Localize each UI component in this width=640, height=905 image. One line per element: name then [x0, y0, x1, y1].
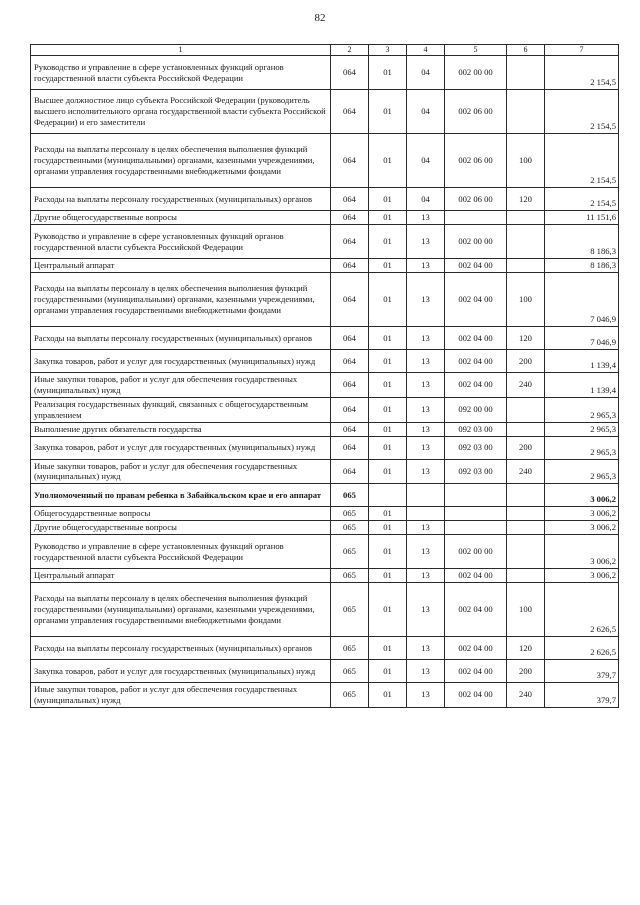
- row-amount-cell: 11 151,6: [545, 211, 619, 225]
- column-header: 7: [545, 45, 619, 56]
- row-ved-code-cell: 065: [331, 637, 369, 660]
- row-ved-code-cell: 064: [331, 349, 369, 372]
- row-expense-type-cell: [507, 259, 545, 273]
- column-header: 6: [507, 45, 545, 56]
- row-expense-type-cell: 240: [507, 683, 545, 708]
- row-amount-cell: 1 139,4: [545, 349, 619, 372]
- row-subsection-code-cell: 13: [407, 259, 445, 273]
- row-ved-code-cell: 065: [331, 583, 369, 637]
- row-subsection-code-cell: 04: [407, 56, 445, 90]
- row-subsection-code-cell: 13: [407, 372, 445, 397]
- row-ved-code-cell: 064: [331, 459, 369, 484]
- column-header: 1: [31, 45, 331, 56]
- row-amount-cell: 7 046,9: [545, 272, 619, 326]
- row-ved-code-cell: 065: [331, 569, 369, 583]
- row-target-article-cell: 002 04 00: [445, 372, 507, 397]
- row-expense-type-cell: [507, 569, 545, 583]
- table-row: [31, 211, 619, 225]
- row-section-code-cell: 01: [369, 372, 407, 397]
- row-ved-code-cell: 064: [331, 56, 369, 90]
- row-ved-code-cell: 065: [331, 507, 369, 521]
- row-subsection-code-cell: 13: [407, 349, 445, 372]
- column-header: 4: [407, 45, 445, 56]
- row-subsection-code-cell: 13: [407, 225, 445, 259]
- row-subsection-code-cell: 13: [407, 397, 445, 422]
- row-name-cell: Расходы на выплаты персоналу государственных (муниципальных) органов: [31, 637, 331, 660]
- row-name-cell: Иные закупки товаров, работ и услуг для обеспечения государственных (муниципальных) нужд: [31, 459, 331, 484]
- row-target-article-cell: 002 04 00: [445, 259, 507, 273]
- table-row: [31, 683, 619, 708]
- row-name-cell: Центральный аппарат: [31, 259, 331, 273]
- row-ved-code-cell: 064: [331, 436, 369, 459]
- row-name-cell: Другие общегосударственные вопросы: [31, 211, 331, 225]
- table-row: [31, 349, 619, 372]
- column-header: 2: [331, 45, 369, 56]
- table-row: [31, 436, 619, 459]
- row-section-code-cell: 01: [369, 535, 407, 569]
- row-ved-code-cell: 065: [331, 535, 369, 569]
- row-amount-cell: 3 006,2: [545, 507, 619, 521]
- table-row: [31, 225, 619, 259]
- row-target-article-cell: 002 00 00: [445, 225, 507, 259]
- table-row: [31, 272, 619, 326]
- row-subsection-code-cell: 13: [407, 459, 445, 484]
- row-name-cell: Расходы на выплаты персоналу в целях обеспечения выполнения функций государственными (муниципальными) органами, казенными учреждениями, органами управления государственными внебюджетными фондами: [31, 583, 331, 637]
- row-name-cell: Расходы на выплаты персоналу в целях обеспечения выполнения функций государственными (муниципальными) органами, казенными учреждениями, органами управления государственными внебюджетными фондами: [31, 134, 331, 188]
- row-ved-code-cell: 064: [331, 134, 369, 188]
- row-target-article-cell: [445, 507, 507, 521]
- table-row: [31, 397, 619, 422]
- row-expense-type-cell: 100: [507, 134, 545, 188]
- row-target-article-cell: 092 03 00: [445, 422, 507, 436]
- row-target-article-cell: 002 04 00: [445, 660, 507, 683]
- row-ved-code-cell: 065: [331, 521, 369, 535]
- row-subsection-code-cell: 13: [407, 660, 445, 683]
- row-expense-type-cell: [507, 56, 545, 90]
- row-amount-cell: 3 006,2: [545, 521, 619, 535]
- row-name-cell: Иные закупки товаров, работ и услуг для обеспечения государственных (муниципальных) нужд: [31, 683, 331, 708]
- row-target-article-cell: 002 00 00: [445, 56, 507, 90]
- row-ved-code-cell: 064: [331, 397, 369, 422]
- budget-table: [30, 44, 619, 708]
- header-row: [31, 45, 619, 56]
- table-row: [31, 259, 619, 273]
- row-section-code-cell: 01: [369, 422, 407, 436]
- row-section-code-cell: 01: [369, 521, 407, 535]
- row-name-cell: Расходы на выплаты персоналу в целях обеспечения выполнения функций государственными (муниципальными) органами, казенными учреждениями, органами управления государственными внебюджетными фондами: [31, 272, 331, 326]
- table-row: [31, 637, 619, 660]
- page-number: 82: [314, 12, 326, 24]
- row-ved-code-cell: 064: [331, 188, 369, 211]
- row-name-cell: Общегосударственные вопросы: [31, 507, 331, 521]
- row-amount-cell: 8 186,3: [545, 225, 619, 259]
- row-section-code-cell: 01: [369, 326, 407, 349]
- row-target-article-cell: 002 00 00: [445, 535, 507, 569]
- row-target-article-cell: 002 04 00: [445, 583, 507, 637]
- row-amount-cell: 3 006,2: [545, 535, 619, 569]
- table-row: [31, 188, 619, 211]
- row-amount-cell: 1 139,4: [545, 372, 619, 397]
- row-section-code-cell: 01: [369, 683, 407, 708]
- row-amount-cell: 2 154,5: [545, 188, 619, 211]
- row-subsection-code-cell: 13: [407, 326, 445, 349]
- row-amount-cell: 2 965,3: [545, 422, 619, 436]
- row-amount-cell: 2 154,5: [545, 56, 619, 90]
- row-amount-cell: 3 006,2: [545, 484, 619, 507]
- table-row: [31, 90, 619, 134]
- row-amount-cell: 2 154,5: [545, 90, 619, 134]
- row-section-code-cell: 01: [369, 211, 407, 225]
- row-expense-type-cell: 200: [507, 436, 545, 459]
- row-target-article-cell: 002 04 00: [445, 349, 507, 372]
- row-target-article-cell: 002 06 00: [445, 90, 507, 134]
- row-ved-code-cell: 065: [331, 660, 369, 683]
- row-name-cell: Расходы на выплаты персоналу государственных (муниципальных) органов: [31, 326, 331, 349]
- row-subsection-code-cell: [407, 507, 445, 521]
- row-name-cell: Закупка товаров, работ и услуг для государственных (муниципальных) нужд: [31, 436, 331, 459]
- row-section-code-cell: 01: [369, 90, 407, 134]
- row-amount-cell: 3 006,2: [545, 569, 619, 583]
- row-name-cell: Расходы на выплаты персоналу государственных (муниципальных) органов: [31, 188, 331, 211]
- row-name-cell: Выполнение других обязательств государства: [31, 422, 331, 436]
- row-subsection-code-cell: 13: [407, 637, 445, 660]
- row-target-article-cell: 092 03 00: [445, 436, 507, 459]
- row-ved-code-cell: 065: [331, 484, 369, 507]
- row-amount-cell: 379,7: [545, 683, 619, 708]
- row-expense-type-cell: 120: [507, 188, 545, 211]
- row-ved-code-cell: 064: [331, 372, 369, 397]
- row-amount-cell: 2 626,5: [545, 637, 619, 660]
- row-name-cell: Руководство и управление в сфере установленных функций органов государственной власти субъекта Российской Федерации: [31, 56, 331, 90]
- row-subsection-code-cell: [407, 484, 445, 507]
- table-row: [31, 521, 619, 535]
- row-subsection-code-cell: 13: [407, 436, 445, 459]
- row-expense-type-cell: 100: [507, 272, 545, 326]
- row-target-article-cell: 002 04 00: [445, 326, 507, 349]
- row-target-article-cell: 002 06 00: [445, 134, 507, 188]
- table-row: [31, 507, 619, 521]
- row-expense-type-cell: [507, 225, 545, 259]
- row-ved-code-cell: 064: [331, 90, 369, 134]
- row-section-code-cell: 01: [369, 583, 407, 637]
- row-amount-cell: 2 965,3: [545, 397, 619, 422]
- row-expense-type-cell: [507, 397, 545, 422]
- row-ved-code-cell: 064: [331, 225, 369, 259]
- row-name-cell: Иные закупки товаров, работ и услуг для обеспечения государственных (муниципальных) нужд: [31, 372, 331, 397]
- row-target-article-cell: 092 00 00: [445, 397, 507, 422]
- row-amount-cell: 7 046,9: [545, 326, 619, 349]
- row-name-cell: Руководство и управление в сфере установленных функций органов государственной власти субъекта Российской Федерации: [31, 535, 331, 569]
- table-row: [31, 372, 619, 397]
- row-subsection-code-cell: 13: [407, 683, 445, 708]
- table-row: [31, 660, 619, 683]
- row-section-code-cell: 01: [369, 259, 407, 273]
- row-expense-type-cell: [507, 521, 545, 535]
- table-row: [31, 535, 619, 569]
- table-row: [31, 56, 619, 90]
- row-expense-type-cell: 120: [507, 326, 545, 349]
- row-amount-cell: 379,7: [545, 660, 619, 683]
- table-row: [31, 422, 619, 436]
- row-expense-type-cell: 100: [507, 583, 545, 637]
- row-amount-cell: 2 965,3: [545, 459, 619, 484]
- row-section-code-cell: 01: [369, 569, 407, 583]
- row-expense-type-cell: [507, 535, 545, 569]
- column-header: 3: [369, 45, 407, 56]
- row-expense-type-cell: 200: [507, 349, 545, 372]
- row-section-code-cell: 01: [369, 637, 407, 660]
- row-amount-cell: 2 965,3: [545, 436, 619, 459]
- row-ved-code-cell: 064: [331, 326, 369, 349]
- row-target-article-cell: 002 04 00: [445, 569, 507, 583]
- row-section-code-cell: 01: [369, 225, 407, 259]
- row-subsection-code-cell: 13: [407, 272, 445, 326]
- table-row: [31, 569, 619, 583]
- row-ved-code-cell: 065: [331, 683, 369, 708]
- row-section-code-cell: 01: [369, 56, 407, 90]
- row-subsection-code-cell: 13: [407, 535, 445, 569]
- row-subsection-code-cell: 13: [407, 422, 445, 436]
- row-expense-type-cell: 200: [507, 660, 545, 683]
- row-target-article-cell: 002 04 00: [445, 683, 507, 708]
- row-expense-type-cell: [507, 422, 545, 436]
- row-section-code-cell: 01: [369, 188, 407, 211]
- row-ved-code-cell: 064: [331, 272, 369, 326]
- row-target-article-cell: 092 03 00: [445, 459, 507, 484]
- row-section-code-cell: [369, 484, 407, 507]
- row-name-cell: Центральный аппарат: [31, 569, 331, 583]
- row-name-cell: Закупка товаров, работ и услуг для государственных (муниципальных) нужд: [31, 349, 331, 372]
- row-ved-code-cell: 064: [331, 259, 369, 273]
- row-ved-code-cell: 064: [331, 422, 369, 436]
- table-row: [31, 583, 619, 637]
- table-row: [31, 459, 619, 484]
- row-subsection-code-cell: 04: [407, 188, 445, 211]
- row-expense-type-cell: [507, 484, 545, 507]
- row-subsection-code-cell: 13: [407, 583, 445, 637]
- table-row: [31, 484, 619, 507]
- row-target-article-cell: [445, 484, 507, 507]
- row-target-article-cell: [445, 211, 507, 225]
- row-amount-cell: 2 154,5: [545, 134, 619, 188]
- row-section-code-cell: 01: [369, 436, 407, 459]
- row-expense-type-cell: [507, 90, 545, 134]
- row-name-cell: Высшее должностное лицо субъекта Российской Федерации (руководитель высшего исполнительного органа государственной власти субъекта Российской Федерации) и его заместители: [31, 90, 331, 134]
- column-header: 5: [445, 45, 507, 56]
- row-section-code-cell: 01: [369, 397, 407, 422]
- row-section-code-cell: 01: [369, 134, 407, 188]
- table-row: [31, 326, 619, 349]
- row-section-code-cell: 01: [369, 507, 407, 521]
- row-expense-type-cell: [507, 211, 545, 225]
- row-expense-type-cell: [507, 507, 545, 521]
- row-subsection-code-cell: 04: [407, 90, 445, 134]
- row-expense-type-cell: 120: [507, 637, 545, 660]
- row-target-article-cell: [445, 521, 507, 535]
- row-target-article-cell: 002 06 00: [445, 188, 507, 211]
- row-name-cell: Уполномоченный по правам ребенка в Забайкальском крае и его аппарат: [31, 484, 331, 507]
- row-target-article-cell: 002 04 00: [445, 272, 507, 326]
- row-ved-code-cell: 064: [331, 211, 369, 225]
- row-name-cell: Закупка товаров, работ и услуг для государственных (муниципальных) нужд: [31, 660, 331, 683]
- row-subsection-code-cell: 13: [407, 569, 445, 583]
- table-row: [31, 134, 619, 188]
- row-name-cell: Руководство и управление в сфере установленных функций органов государственной власти субъекта Российской Федерации: [31, 225, 331, 259]
- row-section-code-cell: 01: [369, 272, 407, 326]
- row-section-code-cell: 01: [369, 349, 407, 372]
- row-name-cell: Реализация государственных функций, связанных с общегосударственным управлением: [31, 397, 331, 422]
- row-expense-type-cell: 240: [507, 459, 545, 484]
- row-subsection-code-cell: 13: [407, 521, 445, 535]
- row-subsection-code-cell: 13: [407, 211, 445, 225]
- table-body: [31, 56, 619, 708]
- row-amount-cell: 8 186,3: [545, 259, 619, 273]
- row-amount-cell: 2 626,5: [545, 583, 619, 637]
- row-target-article-cell: 002 04 00: [445, 637, 507, 660]
- row-name-cell: Другие общегосударственные вопросы: [31, 521, 331, 535]
- row-subsection-code-cell: 04: [407, 134, 445, 188]
- row-section-code-cell: 01: [369, 459, 407, 484]
- row-expense-type-cell: 240: [507, 372, 545, 397]
- row-section-code-cell: 01: [369, 660, 407, 683]
